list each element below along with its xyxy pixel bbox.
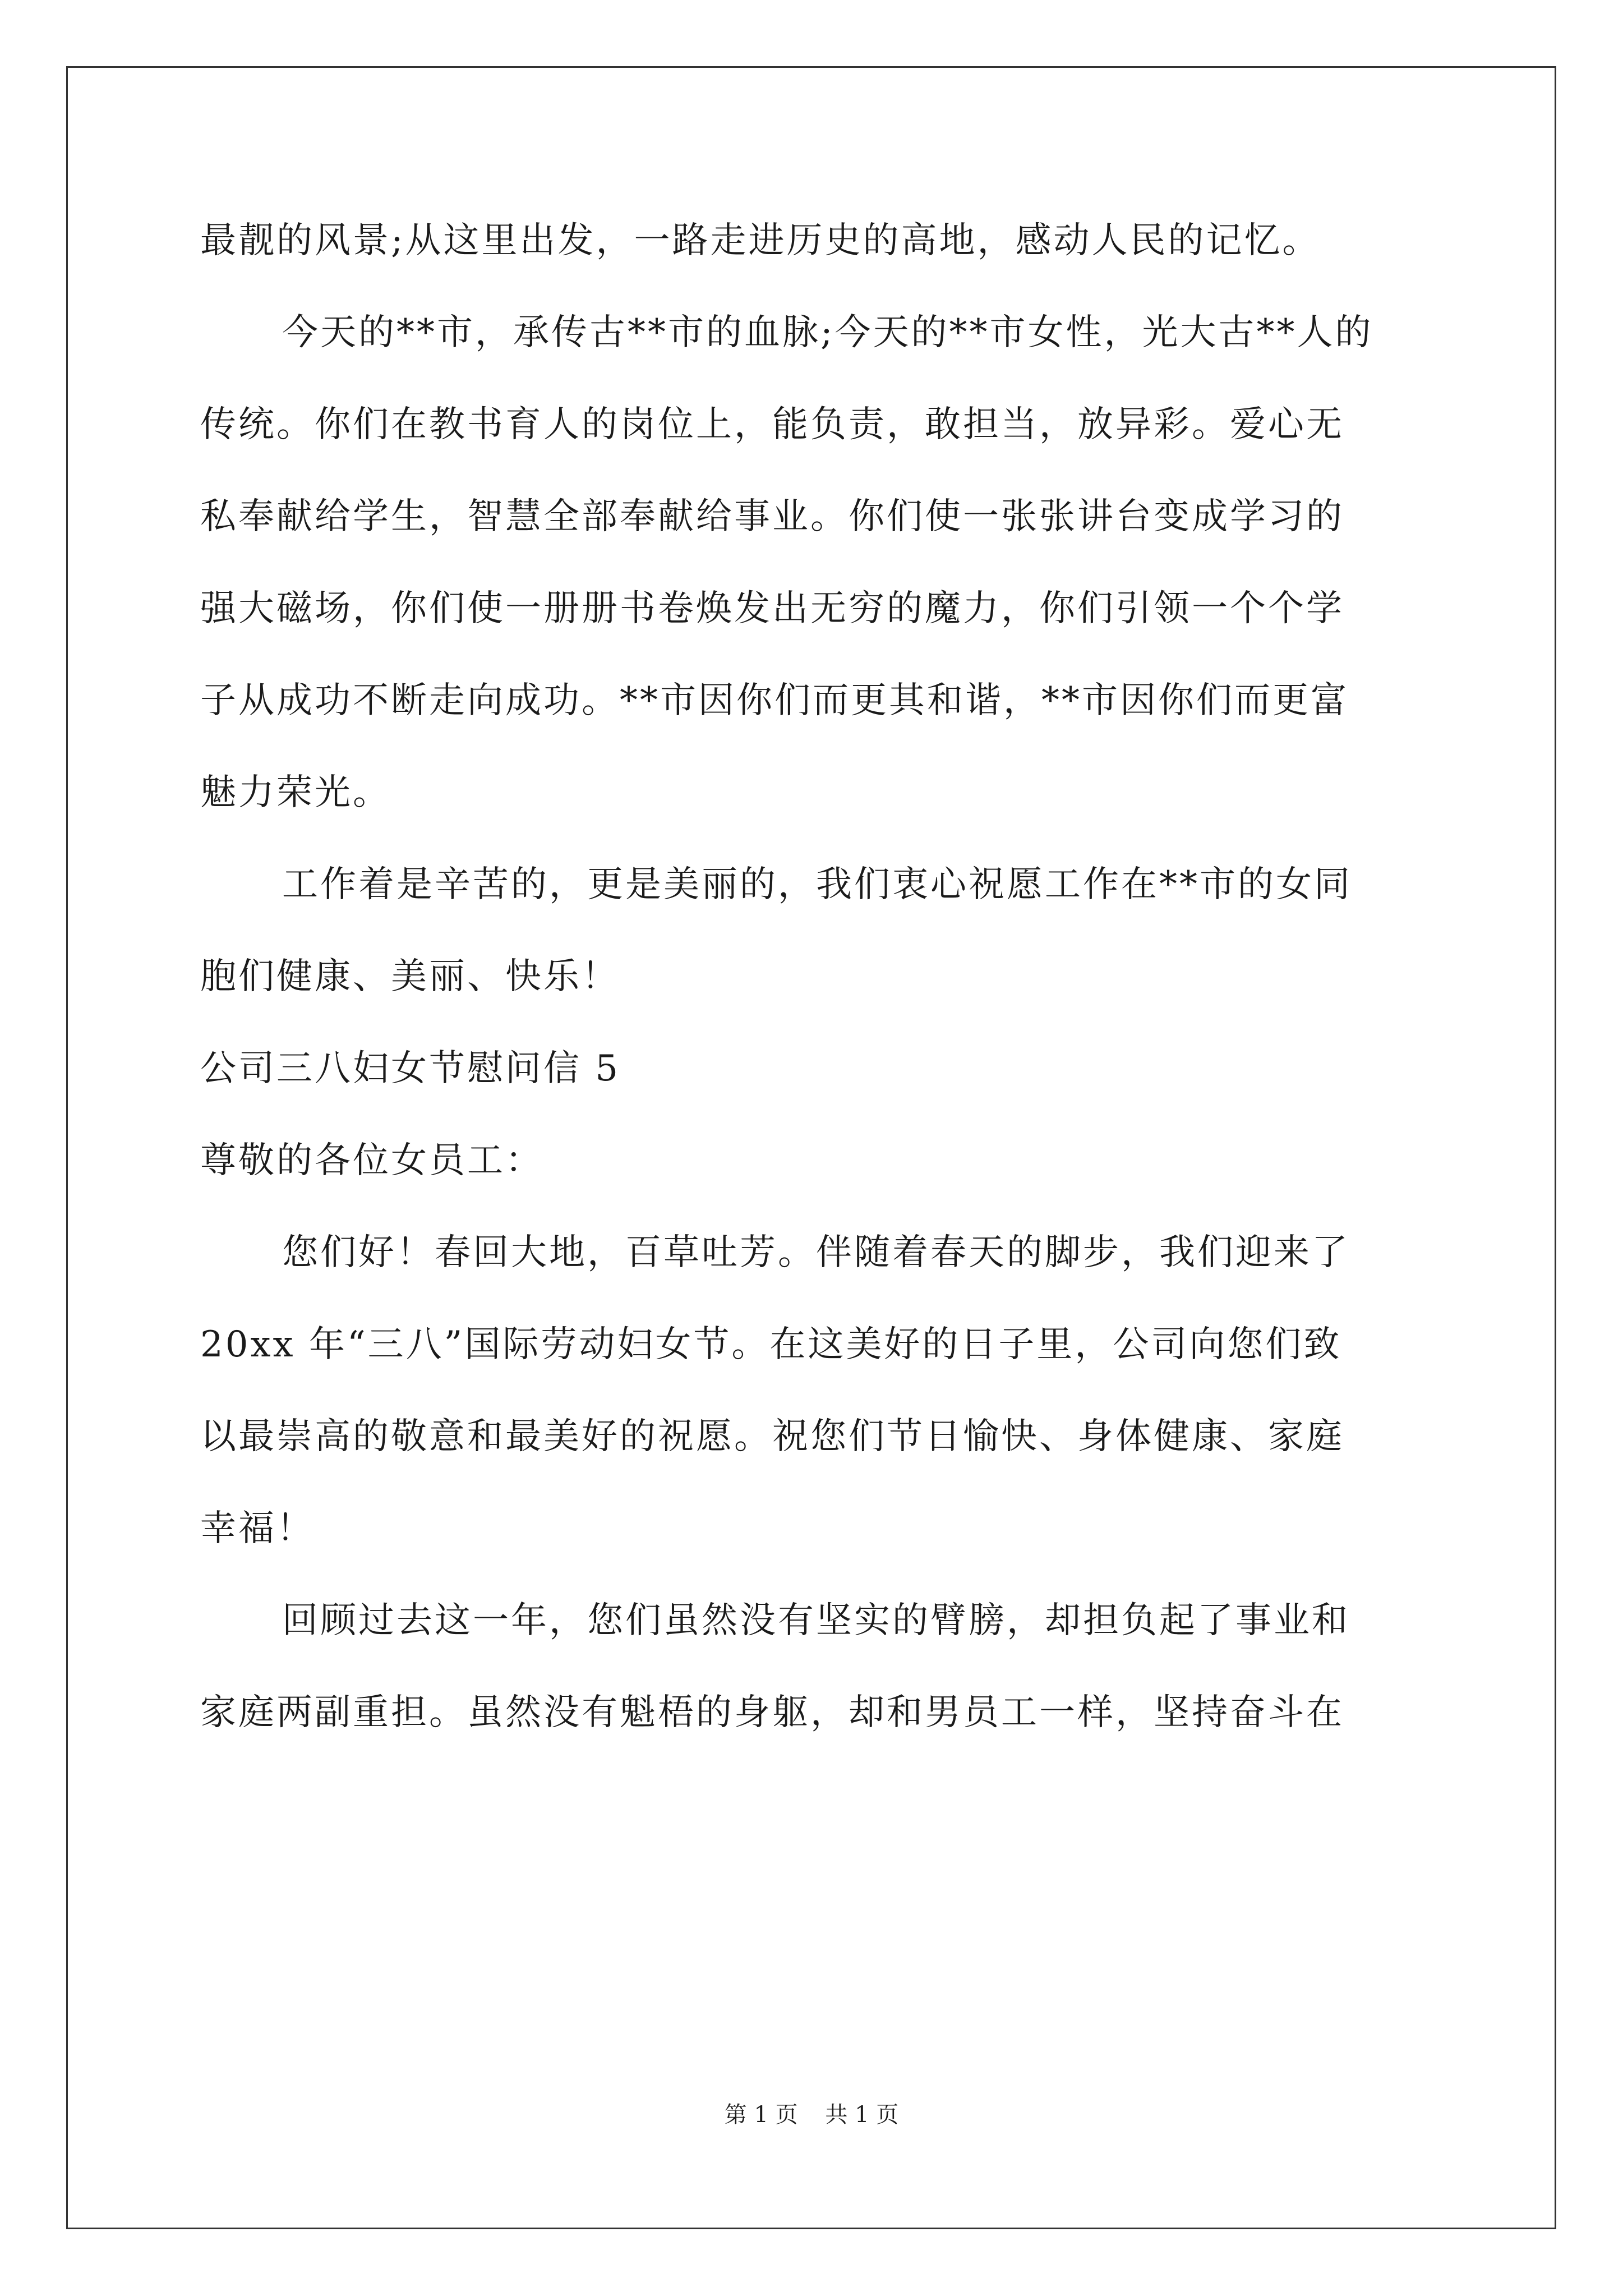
paragraph-start: 工作着是辛苦的，更是美丽的，我们衷心祝愿工作在**市的女同 <box>282 864 1352 905</box>
text-line: 家庭两副重担。虽然没有魁梧的身躯，却和男员工一样，坚持奋斗在 <box>200 1692 1344 1733</box>
text-line: 最靓的风景;从这里出发，一路走进历史的高地，感动人民的记忆。 <box>200 220 1321 261</box>
text-line: 传统。你们在教书育人的岗位上，能负责，敢担当，放异彩。爱心无 <box>200 404 1344 445</box>
text-line: 胞们健康、美丽、快乐！ <box>200 956 620 997</box>
text-line: 子从成功不断走向成功。**市因你们而更其和谐，**市因你们而更富 <box>200 680 1349 721</box>
paragraph-start: 回顾过去这一年，您们虽然没有坚实的臂膀，却担负起了事业和 <box>282 1600 1350 1641</box>
text-line: 强大磁场，你们使一册册书卷焕发出无穷的魔力，你们引领一个个学 <box>200 588 1344 629</box>
salutation: 尊敬的各位女员工： <box>200 1140 543 1181</box>
text-line: 魅力荣光。 <box>200 772 391 813</box>
page-number: 第 1 页 <box>724 2102 798 2128</box>
section-heading: 公司三八妇女节慰问信 5 <box>200 1048 621 1089</box>
page-total: 共 1 页 <box>825 2102 899 2128</box>
paragraph-start: 今天的**市，承传古**市的血脉;今天的**市女性，光大古**人的 <box>282 312 1373 353</box>
text-line: 私奉献给学生，智慧全部奉献给事业。你们使一张张讲台变成学习的 <box>200 496 1344 537</box>
page-footer <box>0 2097 1623 2129</box>
text-line: 幸福！ <box>200 1508 315 1549</box>
text-line: 20xx 年“三八”国际劳动妇女节。在这美好的日子里，公司向您们致 <box>200 1324 1342 1365</box>
paragraph-start: 您们好！春回大地，百草吐芳。伴随着春天的脚步，我们迎来了 <box>282 1232 1350 1273</box>
text-line: 以最崇高的敬意和最美好的祝愿。祝您们节日愉快、身体健康、家庭 <box>200 1416 1344 1457</box>
document-body <box>200 220 1428 1784</box>
